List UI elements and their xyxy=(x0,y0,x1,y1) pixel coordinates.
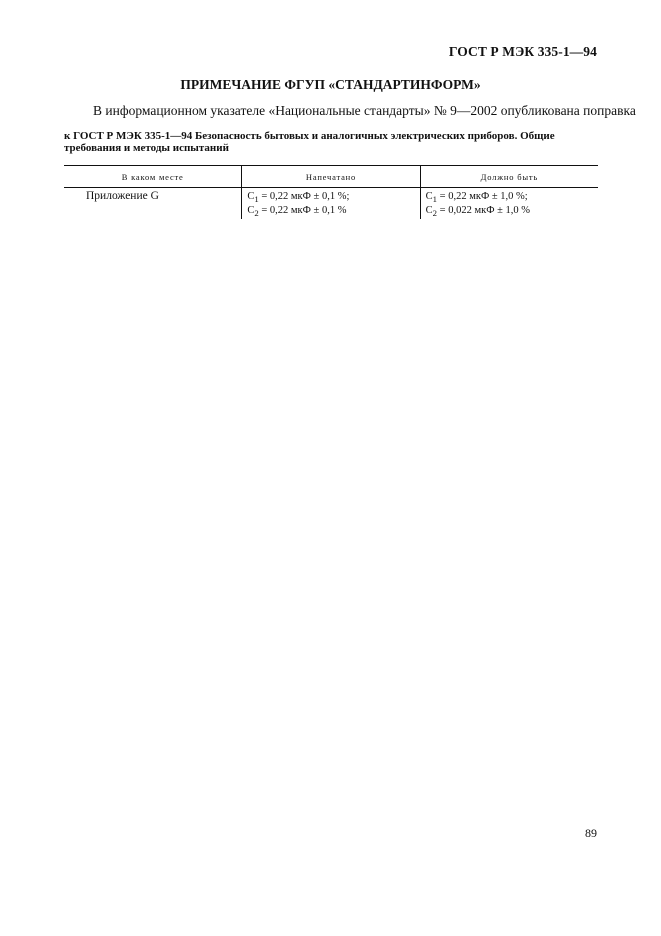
formula-value: = 0,22 мкФ ± 0,1 %; xyxy=(258,191,350,202)
formula-subscript: 2 xyxy=(432,208,438,219)
formula-subscript: 2 xyxy=(254,208,259,219)
column-header-place: В каком месте xyxy=(64,166,242,188)
cell-printed xyxy=(242,188,420,220)
note-subject-text: к ГОСТ Р МЭК 335-1—94 Безопасность бытовых и аналогичных электрических приборов. Общие требования и методы испытаний xyxy=(64,130,555,154)
table-header-row xyxy=(64,166,598,188)
document-code: ГОСТ Р МЭК 335-1—94 xyxy=(448,44,597,59)
cell-should-be xyxy=(420,188,598,220)
formula-should-be-c1 xyxy=(426,191,598,205)
correction-table xyxy=(64,165,598,219)
formula-subscript: 1 xyxy=(254,194,259,205)
page-number: 89 xyxy=(585,826,597,840)
table-row xyxy=(64,188,598,220)
formula-should-be-c2 xyxy=(426,205,598,219)
note-title: ПРИМЕЧАНИЕ ФГУП «СТАНДАРТИНФОРМ» xyxy=(180,77,481,92)
formula-value: = 0,22 мкФ ± 1,0 %; xyxy=(437,191,528,202)
column-header-should-be: Должно быть xyxy=(420,166,598,188)
cell-place: Приложение G xyxy=(86,190,159,202)
formula-value: = 0,022 мкФ ± 1,0 % xyxy=(437,205,531,217)
formula-symbol: C xyxy=(247,191,255,202)
column-header-printed: Напечатано xyxy=(242,166,420,188)
note-lead-text: В информационном указателе «Национальные стандарты» № 9—2002 опубликована поправка xyxy=(93,103,636,118)
formula-symbol: C xyxy=(425,205,433,217)
formula-printed-c2 xyxy=(247,205,419,219)
formula-symbol: C xyxy=(247,205,255,217)
formula-printed-c1 xyxy=(247,191,419,205)
formula-value: = 0,22 мкФ ± 0,1 % xyxy=(258,205,347,217)
formula-subscript: 1 xyxy=(432,194,438,205)
formula-symbol: C xyxy=(425,191,433,202)
